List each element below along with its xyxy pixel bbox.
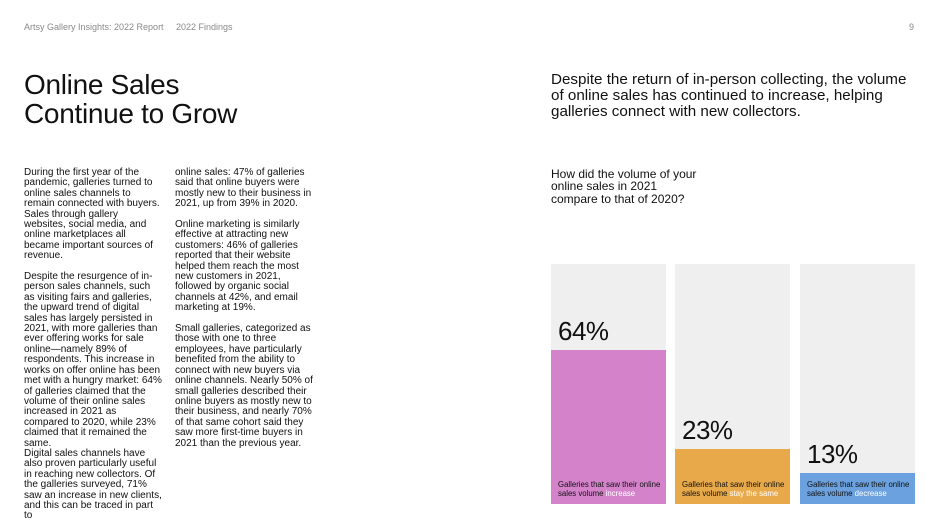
bar-caption xyxy=(807,480,911,499)
bar-value-label: 23% xyxy=(682,415,733,445)
body-column-1 xyxy=(24,168,162,528)
bar-caption-category: stay the same xyxy=(729,489,779,499)
bar-value-label: 64% xyxy=(558,316,609,346)
bar-caption xyxy=(558,480,662,499)
bar-caption-category: increase xyxy=(605,489,636,499)
bar-caption xyxy=(682,480,786,499)
paragraph: Online marketing is similarly effective at attracting new customers: 46% of galleries reported that their website helped them reach the most new customers in 2021, followed by organic social channels at 42%, and email marketing at 19%. xyxy=(175,219,300,314)
page-title-line-2: Continue to Grow xyxy=(24,98,238,129)
bar-value-label: 13% xyxy=(807,439,858,469)
paragraph: Despite the resurgence of in-person sales channels, such as visiting fairs and galleries, the upward trend of digital sales has largely persisted in 2021, with more galleries than ever offering works for sale online—namely 89% of respondents. This increase in works on offer online has been met with a hungry market: 64% of galleries claimed that the volume of their online sales increased in 2021 as compared to 2020, while 23% claimed that it remained the same. xyxy=(24,271,162,449)
page-number: 9 xyxy=(908,22,914,32)
bar-caption-prefix: Galleries that saw their online sales volume xyxy=(682,479,785,499)
paragraph: During the first year of the pandemic, galleries turned to online sales channels to remain connected with buyers. Sales through gallery websites, social media, and online marketplaces all became important sources of revenue. xyxy=(24,167,160,262)
paragraph: Small galleries, categorized as those with one to three employees, have particularly benefited from the ability to connect with new buyers via online channels. Nearly 50% of small galleries described their online buyers as mostly new to their business, and nearly 70% of that same cohort said they saw more first-time buyers in 2021 than the previous year. xyxy=(175,323,313,449)
paragraph: online sales: 47% of galleries said that online buyers were mostly new to their business in 2021, up from 39% in 2020. xyxy=(175,167,312,210)
report-title: Artsy Gallery Insights: 2022 Report xyxy=(24,22,164,32)
bar-caption-prefix: Galleries that saw their online sales volume xyxy=(807,479,910,499)
bar-track-stay-the-same xyxy=(675,264,790,504)
bar-caption-prefix: Galleries that saw their online sales volume xyxy=(558,479,661,499)
headline: Despite the return of in-person collecting, the volume of online sales has continued to increase, helping galleries connect with new collectors. xyxy=(551,71,907,120)
chart-question: How did the volume of your online sales in 2021 compare to that of 2020? xyxy=(551,167,697,206)
bar-caption-category: decrease xyxy=(854,489,887,499)
body-column-2 xyxy=(175,168,315,459)
section-label: 2022 Findings xyxy=(176,22,233,32)
paragraph: Digital sales channels have also proven particularly useful in reaching new collectors. Of the galleries surveyed, 71% saw an increase in new clients, and this can be traced in part to xyxy=(24,447,162,522)
page-title xyxy=(24,70,324,128)
page-title-line-1: Online Sales xyxy=(24,69,180,100)
bar-track-decrease xyxy=(800,264,915,504)
bar-track-increase xyxy=(551,264,666,504)
